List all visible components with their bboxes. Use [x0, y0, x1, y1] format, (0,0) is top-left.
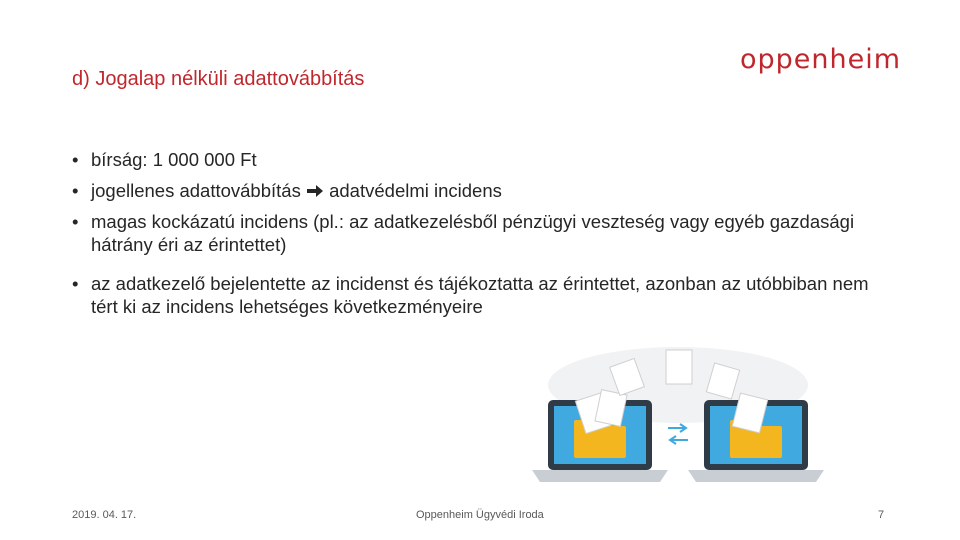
bullet-text-before: jogellenes adattovábbítás [91, 180, 301, 201]
bullet-item [72, 272, 892, 318]
left-laptop-icon [532, 390, 668, 482]
bullet-item [72, 179, 892, 202]
bullet-dot-icon: • [72, 211, 79, 232]
right-laptop-icon [688, 393, 824, 482]
oppenheim-logo: oppenheim [740, 44, 902, 75]
right-arrow-icon [306, 180, 329, 201]
bullet-text-after: adatvédelmi incidens [329, 180, 502, 201]
bullet-dot-icon: • [72, 149, 79, 170]
bullet-text: magas kockázatú incidens (pl.: az adatkezelésből pénzügyi veszteség vagy egyéb gazdasági hátrány éri az érintettet) [91, 211, 855, 255]
bullet-list [72, 148, 892, 326]
footer-page-number: 7 [878, 509, 885, 521]
bullet-item [72, 148, 892, 171]
footer-firm: Oppenheim Ügyvédi Iroda [416, 509, 544, 521]
slide-title: d) Jogalap nélküli adattovábbítás [72, 68, 365, 90]
bullet-text: az adatkezelő bejelentette az incidenst és tájékoztatta az érintettet, azonban az utóbbiban nem tért ki az incidens lehetséges következményeire [91, 273, 869, 317]
bullet-dot-icon: • [72, 273, 79, 294]
footer-date: 2019. 04. 17. [72, 509, 137, 521]
bullet-dot-icon: • [72, 180, 79, 201]
bullet-item [72, 210, 892, 256]
bullet-text: bírság: 1 000 000 Ft [91, 149, 257, 170]
file-transfer-laptops-icon [528, 340, 828, 490]
